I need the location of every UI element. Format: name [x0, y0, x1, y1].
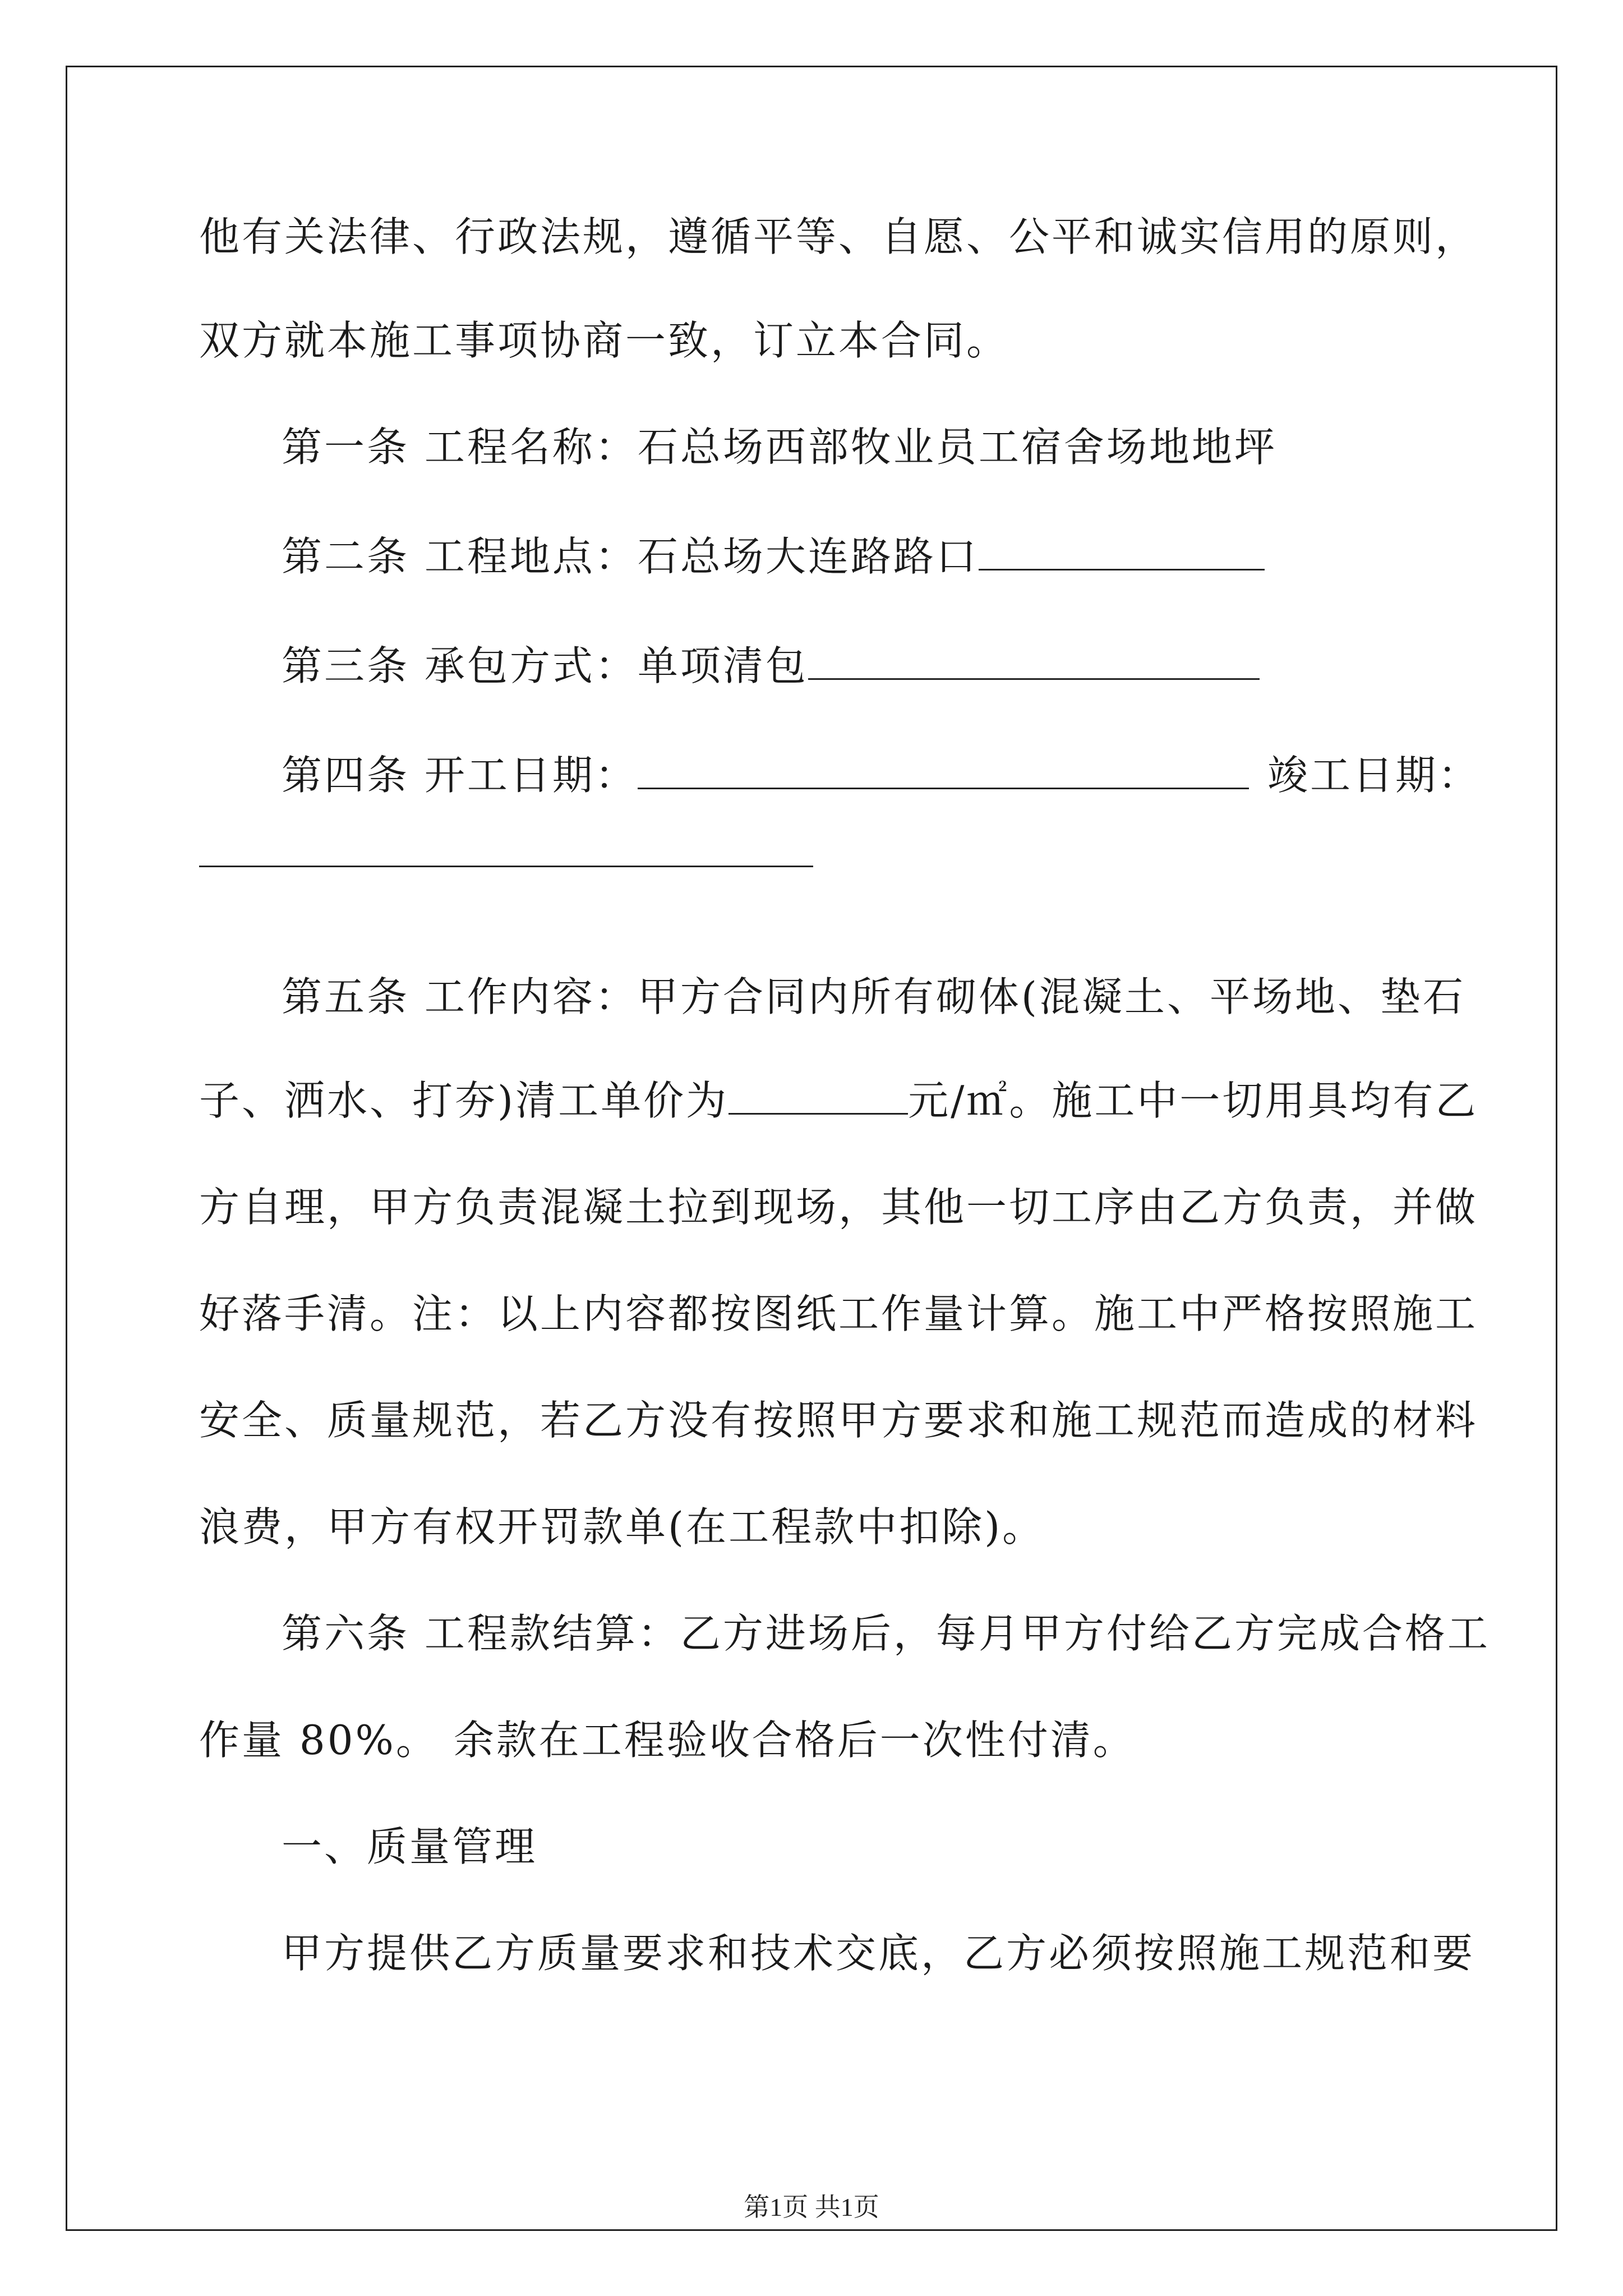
article-4-start-date: [282, 748, 1249, 802]
article-2-project-location: [282, 530, 1265, 583]
completion-date-label: 竣工日期：: [1267, 752, 1481, 799]
paragraph-line: 双方就本施工事项协商一致，订立本合同。: [199, 317, 1009, 364]
article-6-settlement: 第六条 工程款结算：乙方进场后，每月甲方付给乙方完成合格工: [282, 1610, 1490, 1657]
unit-price-blank: [728, 1078, 908, 1115]
start-date-label: 第四条 开工日期：: [282, 752, 638, 799]
article-5-work-content: 第五条 工作内容：甲方合同内所有砌体(混凝土、平场地、垫石: [282, 973, 1465, 1020]
article-1-project-name: 第一条 工程名称：石总场西部牧业员工宿舍场地地坪: [282, 424, 1277, 471]
article-3-contract-method: [282, 639, 1260, 693]
unit-price-suffix: 元/㎡。施工中一切用具均有乙: [908, 1077, 1478, 1124]
paragraph-line: 好落手清。注：以上内容都按图纸工作量计算。施工中严格按照施工: [199, 1290, 1478, 1337]
section-heading-quality: 一、质量管理: [282, 1823, 538, 1870]
paragraph-line: 浪费，甲方有权开罚款单(在工程款中扣除)。: [199, 1503, 1045, 1550]
paragraph-line: 作量 80%。 余款在工程验收合格后一次性付清。: [199, 1717, 1136, 1764]
paragraph-line: 方自理，甲方负责混凝土拉到现场，其他一切工序由乙方负责，并做: [199, 1184, 1478, 1231]
page-footer: 第1页 共1页: [744, 2193, 879, 2221]
paragraph-line: 甲方提供乙方质量要求和技术交底，乙方必须按照施工规范和要: [282, 1930, 1476, 1977]
paragraph-line: 安全、质量规范，若乙方没有按照甲方要求和施工规范而造成的材料: [199, 1397, 1478, 1444]
start-date-blank: [638, 753, 1249, 789]
page-border: [66, 66, 1557, 2231]
paragraph-line: 他有关法律、行政法规，遵循平等、自愿、公平和诚实信用的原则，: [199, 213, 1478, 260]
article-3-text: 第三条 承包方式：单项清包: [282, 642, 808, 689]
article-2-text: 第二条 工程地点：石总场大连路路口: [282, 533, 979, 580]
unit-price-text: 子、洒水、打夯)清工单价为: [199, 1077, 729, 1124]
blank-line: [979, 534, 1265, 570]
paragraph-line: [199, 1074, 1478, 1128]
completion-date-blank: [199, 866, 813, 867]
blank-line: [808, 643, 1260, 680]
